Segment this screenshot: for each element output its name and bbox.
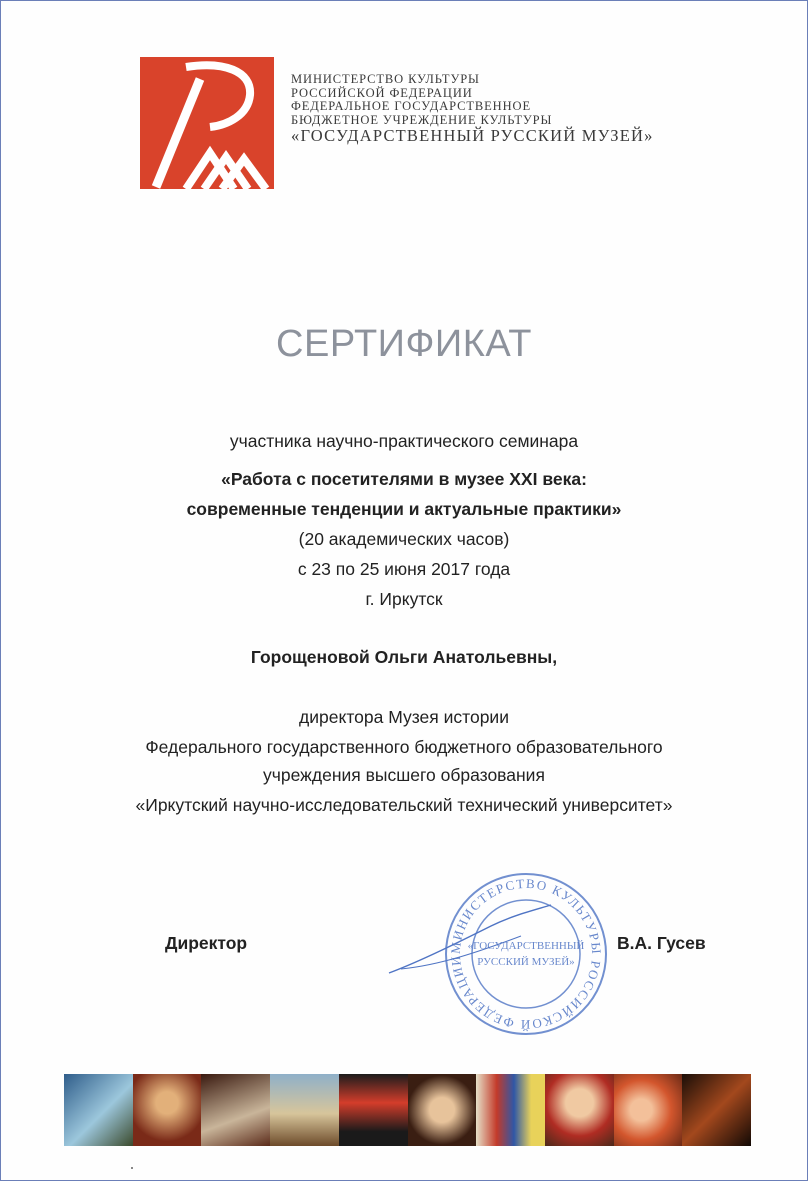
recipient-position: Федерального государственного бюджетного образовательного: [145, 737, 663, 757]
seminar-hours: (20 академических часов): [298, 529, 510, 549]
stamp-inner-line2: РУССКИЙ МУЗЕЙ»: [477, 956, 575, 968]
painting-image: [339, 1074, 408, 1146]
recipient-position: директора Музея истории: [299, 707, 509, 727]
painting-image: [64, 1074, 133, 1146]
signatory-role: Директор: [165, 933, 248, 953]
seminar-name-line1: «Работа с посетителями в музее XXI века:: [221, 469, 587, 489]
org-line: ФЕДЕРАЛЬНОЕ ГОСУДАРСТВЕННОЕ: [291, 99, 531, 113]
recipient-name: Горощеновой Ольги Анатольевны,: [250, 647, 558, 667]
org-line: МИНИСТЕРСТВО КУЛЬТУРЫ: [291, 72, 480, 86]
seminar-city: г. Иркутск: [365, 589, 443, 609]
stamp-inner-line1: «ГОСУДАРСТВЕННЫЙ: [467, 940, 585, 952]
org-line: БЮДЖЕТНОЕ УЧРЕЖДЕНИЕ КУЛЬТУРЫ: [291, 112, 553, 127]
russian-museum-logo: [140, 57, 274, 189]
seminar-dates: с 23 по 25 июня 2017 года: [297, 559, 511, 579]
signatory-name: В.А. Гусев: [617, 933, 706, 953]
seminar-intro: участника научно-практического семинара: [229, 431, 579, 451]
organization-header: [291, 73, 654, 145]
painting-image: [201, 1074, 270, 1146]
official-stamp: [441, 869, 611, 1039]
org-line: РОССИЙСКОЙ ФЕДЕРАЦИИ: [291, 85, 473, 100]
painting-image: [270, 1074, 339, 1146]
painting-image: [133, 1074, 202, 1146]
seminar-name-line2: современные тенденции и актуальные практики»: [186, 499, 622, 519]
museum-name: «ГОСУДАРСТВЕННЫЙ РУССКИЙ МУЗЕЙ»: [291, 126, 654, 145]
stamp-outer-text: МИНИСТЕРСТВО КУЛЬТУРЫ РОССИЙСКОЙ ФЕДЕРАЦИИ: [447, 875, 605, 1033]
painting-image: [682, 1074, 751, 1146]
certificate-title: СЕРТИФИКАТ: [276, 323, 532, 365]
painting-image: [614, 1074, 683, 1146]
recipient-position: учреждения высшего образования: [263, 765, 545, 785]
painting-image: [476, 1074, 545, 1146]
painting-image: [545, 1074, 614, 1146]
painting-image: [408, 1074, 477, 1146]
paintings-strip: [64, 1074, 751, 1146]
recipient-position: «Иркутский научно-исследовательский технический университет»: [135, 795, 673, 815]
paper-mark: [131, 1167, 133, 1169]
